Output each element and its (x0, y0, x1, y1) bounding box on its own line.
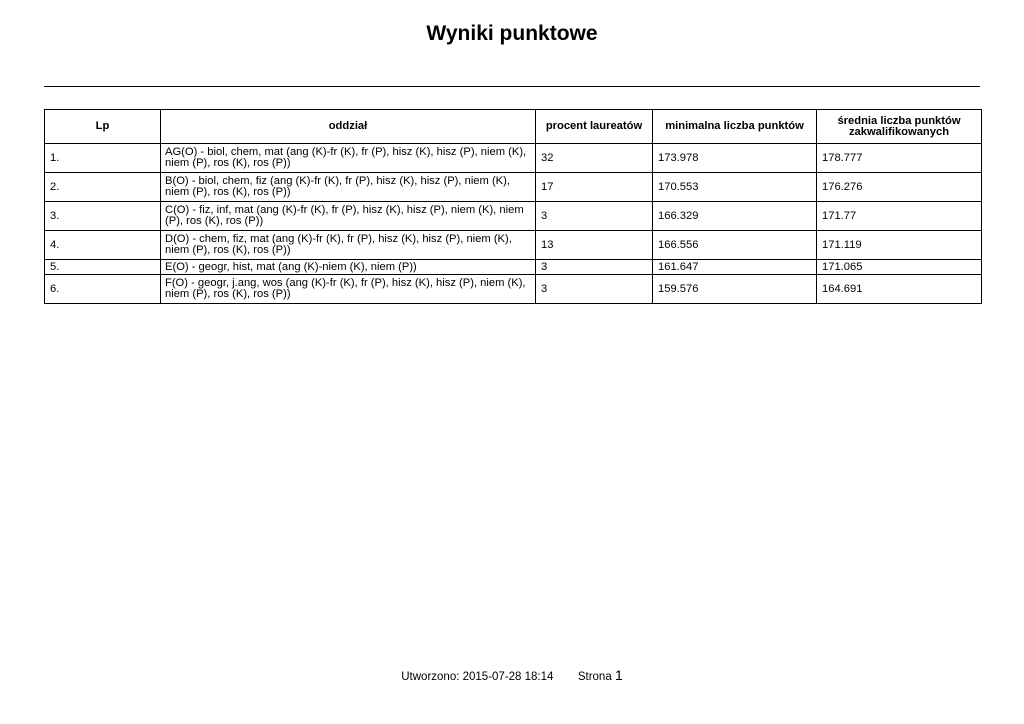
cell-min: 170.553 (653, 173, 817, 202)
table-row (45, 202, 982, 231)
page-label: Strona (577, 671, 612, 683)
cell-srednia: 171.77 (817, 202, 982, 231)
cell-min: 159.576 (653, 275, 817, 304)
cell-lp: 2. (45, 173, 161, 202)
table-row (45, 144, 982, 173)
created-timestamp: 2015-07-28 18:14 (462, 671, 554, 683)
table-row (45, 275, 982, 304)
column-header-minimalna-liczba-punktow: minimalna liczba punktów (653, 110, 817, 144)
cell-oddzial: B(O) - biol, chem, fiz (ang (K)-fr (K), fr (P), hisz (K), hisz (P), niem (K), niem (P), ros (K), ros (P)) (161, 173, 536, 202)
column-header-procent-laureatow: procent laureatów (536, 110, 653, 144)
table-row (45, 260, 982, 275)
created-label: Utworzono: (401, 671, 460, 683)
cell-srednia: 176.276 (817, 173, 982, 202)
cell-lp: 6. (45, 275, 161, 304)
cell-procent: 3 (536, 260, 653, 275)
column-header-srednia-liczba-punktow: średnia liczba punktów zakwalifikowanych (817, 110, 982, 144)
cell-oddzial: AG(O) - biol, chem, mat (ang (K)-fr (K), fr (P), hisz (K), hisz (P), niem (K), niem (P), ros (K), ros (P)) (161, 144, 536, 173)
cell-lp: 5. (45, 260, 161, 275)
cell-srednia: 171.119 (817, 231, 982, 260)
cell-procent: 17 (536, 173, 653, 202)
page-title: Wyniki punktowe (426, 22, 598, 45)
cell-oddzial: F(O) - geogr, j.ang, wos (ang (K)-fr (K), fr (P), hisz (K), hisz (P), niem (K), niem (P), ros (K), ros (P)) (161, 275, 536, 304)
results-table (44, 109, 982, 304)
table-row (45, 231, 982, 260)
cell-lp: 1. (45, 144, 161, 173)
cell-procent: 3 (536, 275, 653, 304)
cell-oddzial: D(O) - chem, fiz, mat (ang (K)-fr (K), fr (P), hisz (K), hisz (P), niem (K), niem (P), ros (K), ros (P)) (161, 231, 536, 260)
title-divider (44, 86, 980, 87)
cell-srednia: 164.691 (817, 275, 982, 304)
cell-min: 161.647 (653, 260, 817, 275)
cell-procent: 13 (536, 231, 653, 260)
cell-min: 173.978 (653, 144, 817, 173)
column-header-lp: Lp (45, 110, 161, 144)
cell-procent: 3 (536, 202, 653, 231)
page-footer (0, 667, 1024, 683)
cell-oddzial: C(O) - fiz, inf, mat (ang (K)-fr (K), fr (P), hisz (K), hisz (P), niem (K), niem (P), ros (K), ros (P)) (161, 202, 536, 231)
cell-srednia: 178.777 (817, 144, 982, 173)
column-header-oddzial: oddział (161, 110, 536, 144)
page-number: 1 (614, 667, 623, 683)
cell-lp: 3. (45, 202, 161, 231)
cell-min: 166.329 (653, 202, 817, 231)
cell-lp: 4. (45, 231, 161, 260)
cell-srednia: 171.065 (817, 260, 982, 275)
cell-oddzial: E(O) - geogr, hist, mat (ang (K)-niem (K), niem (P)) (161, 260, 536, 275)
cell-procent: 32 (536, 144, 653, 173)
cell-min: 166.556 (653, 231, 817, 260)
table-header-row (45, 110, 982, 144)
table-row (45, 173, 982, 202)
